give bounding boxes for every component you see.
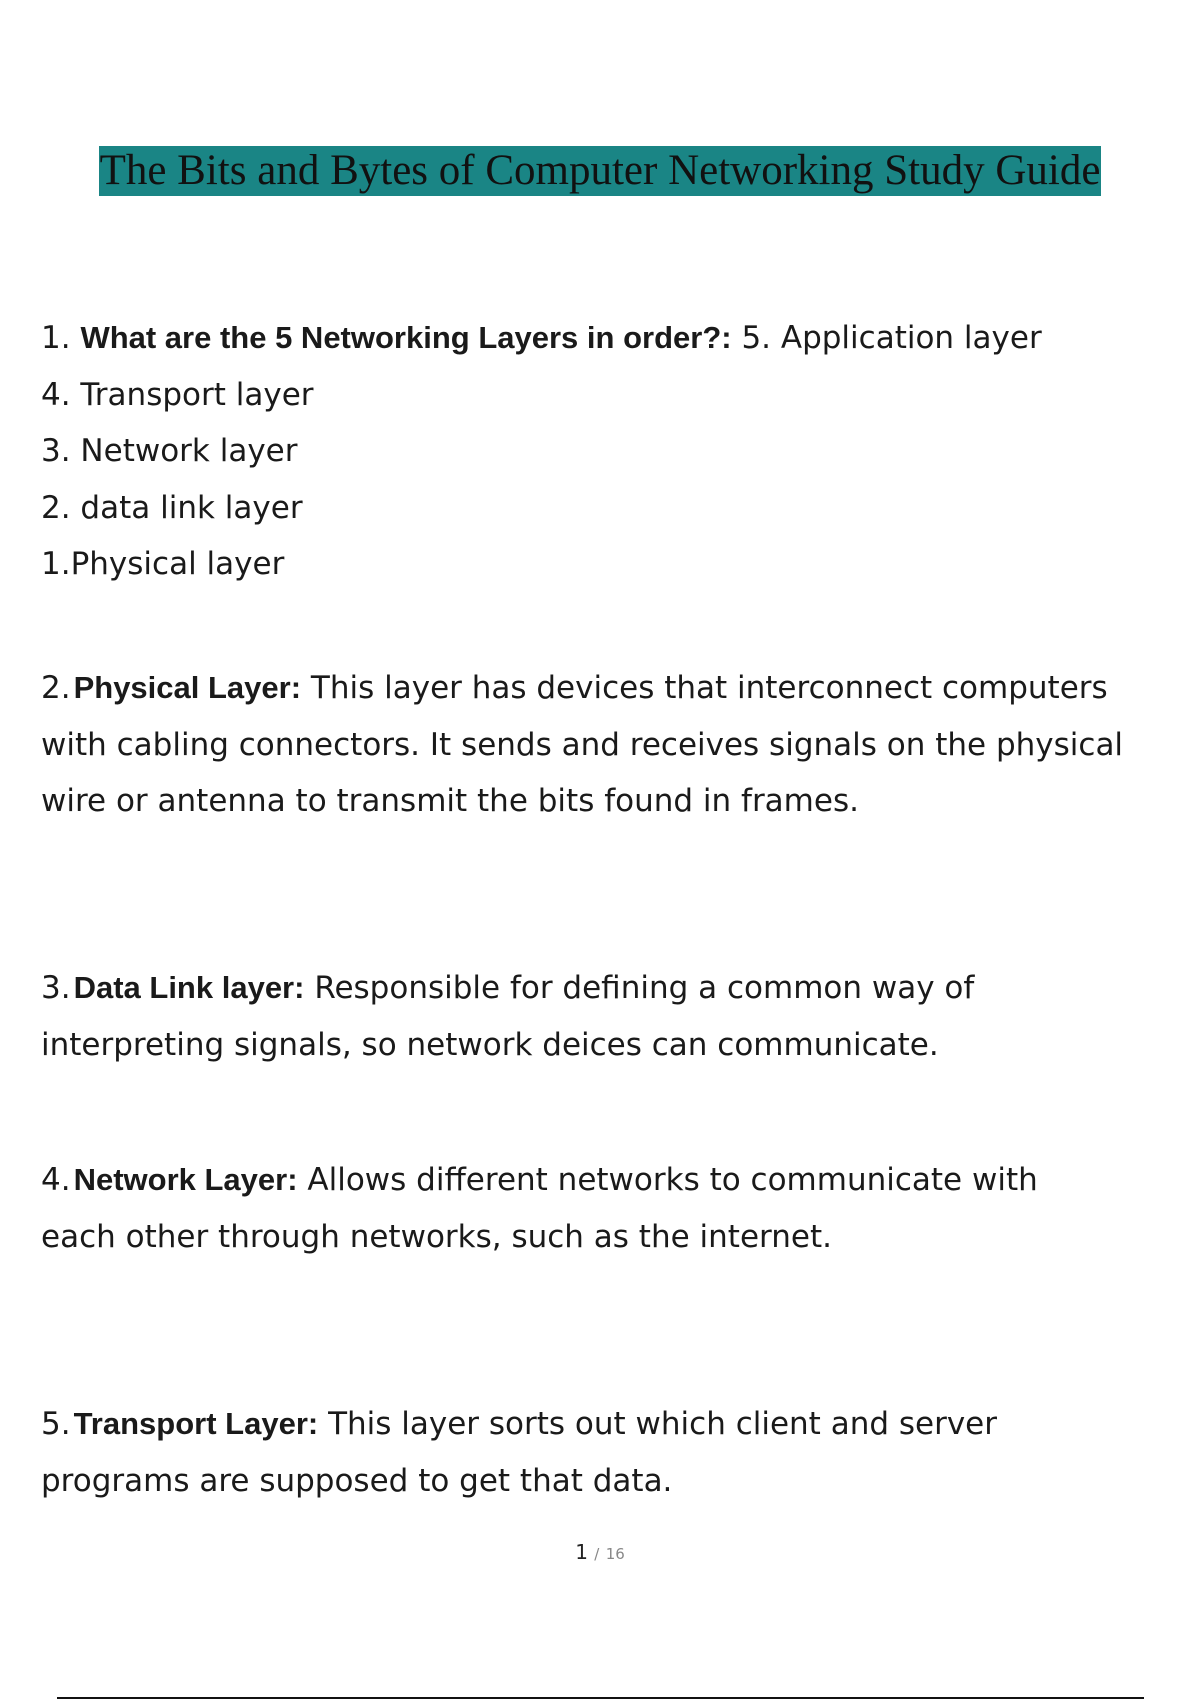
- question-1-line: [41, 310, 1171, 367]
- answer-line: 2. data link layer: [41, 489, 303, 526]
- definition-text: This layer sorts out which client and server: [328, 1406, 997, 1442]
- page-total: 16: [605, 1545, 625, 1563]
- title-container: [0, 146, 1200, 196]
- question-4: [41, 1152, 1171, 1265]
- question-3-term: Data Link layer:: [73, 970, 305, 1005]
- question-2-term: Physical Layer:: [73, 670, 302, 705]
- question-2-number: 2.: [41, 670, 71, 706]
- question-2: [41, 660, 1171, 830]
- question-3-number: 3.: [41, 970, 71, 1006]
- question-5-term: Transport Layer:: [73, 1406, 319, 1441]
- definition-line-first: [41, 960, 1171, 1017]
- document-title: The Bits and Bytes of Computer Networking Study Guide: [99, 147, 1101, 194]
- question-4-term: Network Layer:: [73, 1162, 298, 1197]
- answer-line: 3. Network layer: [41, 433, 298, 469]
- definition-line: programs are supposed to get that data.: [41, 1462, 673, 1499]
- definition-text: Allows different networks to communicate with: [307, 1162, 1038, 1198]
- definition-line: interpreting signals, so network deices can communicate.: [41, 1026, 939, 1063]
- question-5: [41, 1396, 1171, 1509]
- question-1-number: 1.: [41, 320, 71, 356]
- definition-text: This layer has devices that interconnect computers: [310, 670, 1108, 706]
- page-current: 1: [575, 1540, 588, 1564]
- question-3: [41, 960, 1171, 1073]
- definition-text: Responsible for defining a common way of: [314, 970, 975, 1006]
- definition-line: wire or antenna to transmit the bits found in frames.: [41, 783, 859, 819]
- question-1: [41, 310, 1171, 593]
- definition-line: with cabling connectors. It sends and receives signals on the physical: [41, 726, 1124, 763]
- page-bottom-rule: [57, 1697, 1144, 1699]
- definition-line-first: [41, 1396, 1171, 1453]
- page-number: [0, 1540, 1200, 1564]
- page-separator: /: [594, 1545, 600, 1563]
- answer-line: 4. Transport layer: [41, 376, 314, 413]
- definition-line-first: [41, 1152, 1171, 1209]
- question-4-number: 4.: [41, 1162, 71, 1198]
- question-1-answer-first: 5. Application layer: [741, 320, 1042, 356]
- question-5-number: 5.: [41, 1406, 71, 1442]
- question-1-term: What are the 5 Networking Layers in order?:: [80, 320, 732, 355]
- answer-line: 1.Physical layer: [41, 546, 285, 582]
- definition-line: each other through networks, such as the internet.: [41, 1218, 832, 1255]
- definition-line-first: [41, 660, 1171, 717]
